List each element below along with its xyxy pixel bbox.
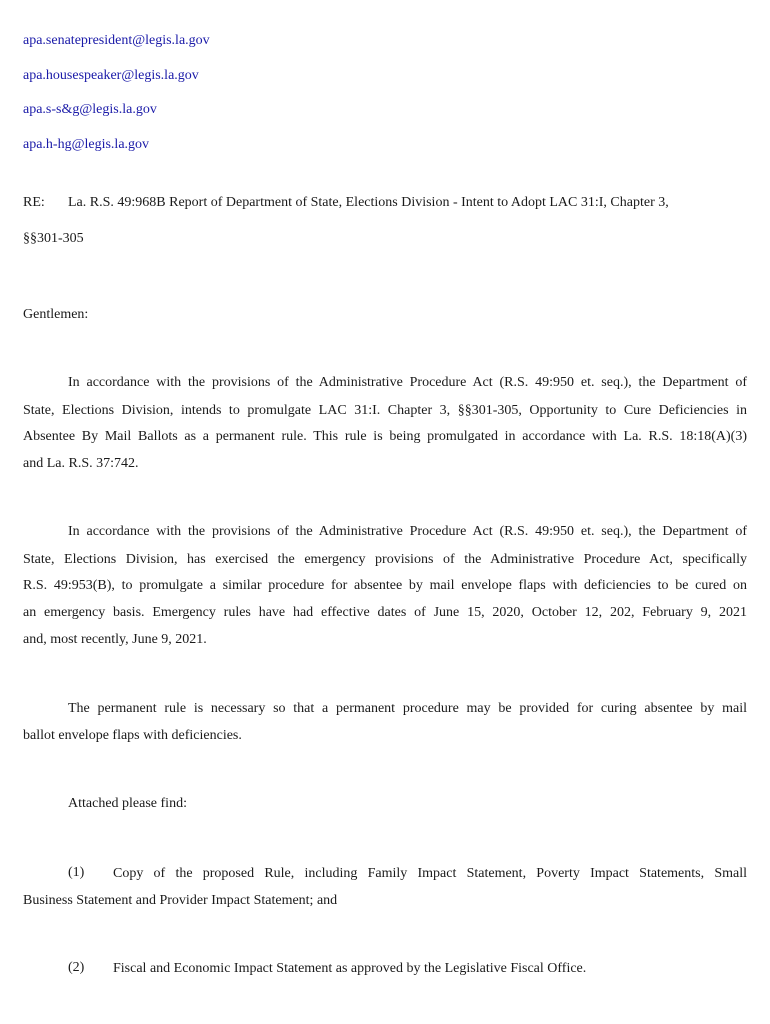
paragraph-line: In accordance with the provisions of the Administrative Procedure Act (R.S. 49:950 et. seq.), the Department of [68, 375, 747, 390]
paragraph-line: Absentee By Mail Ballots as a permanent rule. This rule is being promulgated in accordance with La. R.S. 18:18(A)(3) [23, 429, 747, 444]
email-link-house-hg[interactable]: apa.h-hg@legis.la.gov [23, 137, 150, 152]
paragraph-line: State, Elections Division, intends to promulgate LAC 31:I. Chapter 3, §§301-305, Opportunity to Cure Deficiencies in [23, 403, 747, 418]
salutation: Gentlemen: [23, 307, 89, 322]
item-text-line1: Fiscal and Economic Impact Statement as approved by the Legislative Fiscal Office. [113, 961, 587, 976]
paragraph-line: In accordance with the provisions of the Administrative Procedure Act (R.S. 49:950 et. seq.), the Department of [68, 524, 747, 539]
email-link-senate-sg[interactable]: apa.s-s&g@legis.la.gov [23, 102, 157, 117]
item-text-line2: Business Statement and Provider Impact Statement; and [23, 893, 338, 908]
re-subject-line1: La. R.S. 49:968B Report of Department of State, Elections Division - Intent to Adopt LAC 31:I, Chapter 3, [68, 195, 669, 210]
paragraph-line: an emergency basis. Emergency rules have had effective dates of June 15, 2020, October 12, 202, February 9, 2021 [23, 605, 747, 620]
re-label: RE: [23, 195, 45, 210]
paragraph-line: State, Elections Division, has exercised the emergency provisions of the Administrative Procedure Act, specifically [23, 552, 747, 567]
item-text-line1: Copy of the proposed Rule, including Family Impact Statement, Poverty Impact Statements, Small [113, 866, 747, 881]
paragraph-line: and La. R.S. 37:742. [23, 456, 139, 471]
re-subject-line2: §§301-305 [23, 231, 84, 246]
paragraph-line: and, most recently, June 9, 2021. [23, 632, 207, 647]
attached-heading: Attached please find: [68, 796, 187, 811]
email-link-house-speaker[interactable]: apa.housespeaker@legis.la.gov [23, 68, 199, 83]
item-number: (1) [68, 865, 85, 880]
paragraph-line: The permanent rule is necessary so that a permanent procedure may be provided for curing absentee by mail [68, 701, 747, 716]
email-link-senate-president[interactable]: apa.senatepresident@legis.la.gov [23, 33, 210, 48]
item-number: (2) [68, 960, 85, 975]
paragraph-line: ballot envelope flaps with deficiencies. [23, 728, 242, 743]
paragraph-line: R.S. 49:953(B), to promulgate a similar procedure for absentee by mail envelope flaps with deficiencies to be cured on [23, 578, 747, 593]
